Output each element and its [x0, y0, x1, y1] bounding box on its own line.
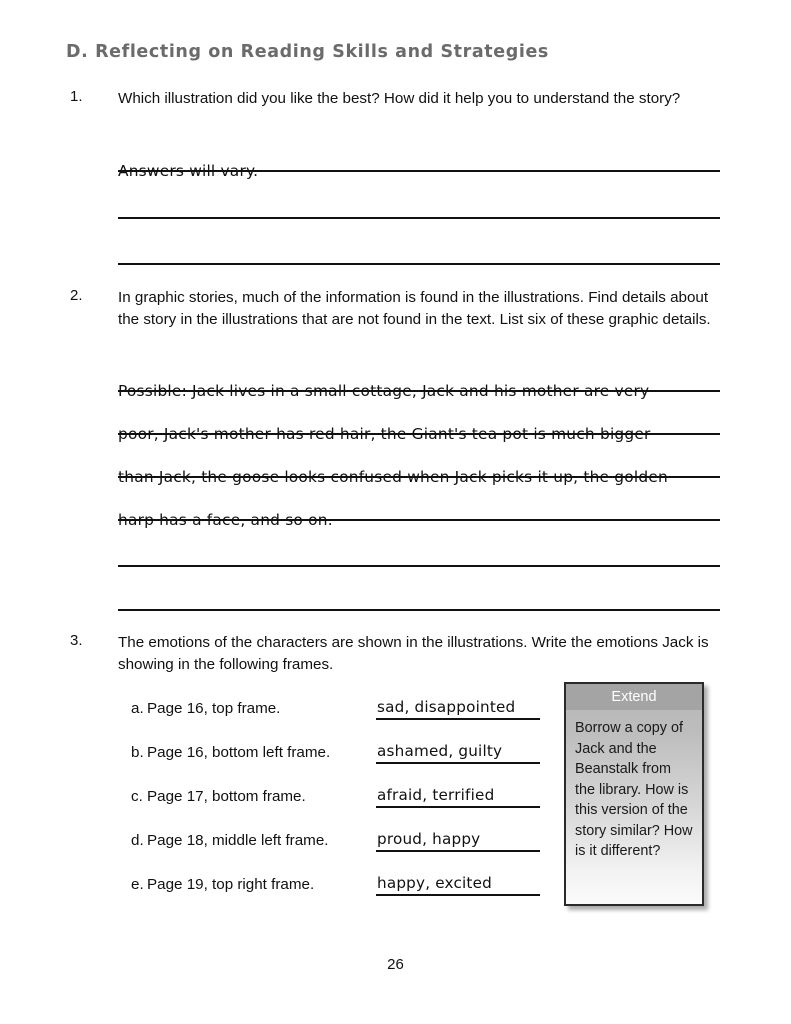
question-3-item-d-answer-line[interactable]: [376, 850, 540, 852]
question-2-answer-text-1[interactable]: Possible: Jack lives in a small cottage, Jack and his mother are very: [118, 382, 650, 400]
question-3-number: 3.: [70, 632, 83, 649]
question-2-answer-line-6[interactable]: [118, 609, 720, 611]
question-3-item-e-letter: e.: [131, 876, 144, 893]
question-1-answer-line-3[interactable]: [118, 263, 720, 265]
question-2-answer-line-1[interactable]: [118, 390, 720, 392]
question-2-answer-line-2[interactable]: [118, 433, 720, 435]
question-3-item-c-letter: c.: [131, 788, 143, 805]
question-3-item-e-prompt: Page 19, top right frame.: [147, 876, 315, 893]
question-2-answer-text-4[interactable]: harp has a face, and so on.: [118, 511, 333, 529]
question-3-item-d-letter: d.: [131, 832, 144, 849]
question-2-answer-line-4[interactable]: [118, 519, 720, 521]
question-3-item-b-letter: b.: [131, 744, 144, 761]
question-3-item-e-answer[interactable]: happy, excited: [377, 874, 492, 892]
question-3-item-c-answer[interactable]: afraid, terrified: [377, 786, 495, 804]
question-1-text: Which illustration did you like the best? How did it help you to understand the story?: [118, 90, 681, 107]
question-2-answer-text-2[interactable]: poor, Jack's mother has red hair, the Giant's tea pot is much bigger: [118, 425, 651, 443]
section-heading: D. Reflecting on Reading Skills and Strategies: [66, 42, 549, 62]
question-2-text: In graphic stories, much of the information is found in the illustrations. Find details about the story in the illustrations that are not found in the text. List six of these graphic details.: [118, 289, 711, 328]
question-3-item-a-prompt: Page 16, top frame.: [147, 700, 281, 717]
question-3-item-c-answer-line[interactable]: [376, 806, 540, 808]
question-2-answer-line-3[interactable]: [118, 476, 720, 478]
question-1-answer-line-2[interactable]: [118, 217, 720, 219]
question-2-answer-line-5[interactable]: [118, 565, 720, 567]
extend-box: [564, 682, 704, 906]
question-3-item-c-prompt: Page 17, bottom frame.: [147, 788, 306, 805]
question-3-item-a-answer-line[interactable]: [376, 718, 540, 720]
extend-box-title: Extend: [566, 684, 702, 710]
page-number: 26: [387, 956, 404, 973]
question-3-item-e-answer-line[interactable]: [376, 894, 540, 896]
question-3-item-b-prompt: Page 16, bottom left frame.: [147, 744, 331, 761]
question-3-item-a-letter: a.: [131, 700, 144, 717]
question-2-number: 2.: [70, 287, 83, 304]
question-3-text: The emotions of the characters are shown in the illustrations. Write the emotions Jack is showing in the following frames.: [118, 634, 709, 673]
question-3-item-d-answer[interactable]: proud, happy: [377, 830, 481, 848]
question-3-item-b-answer-line[interactable]: [376, 762, 540, 764]
question-1-number: 1.: [70, 88, 83, 105]
question-1-answer-text-1[interactable]: Answers will vary.: [118, 162, 259, 180]
question-3-item-d-prompt: Page 18, middle left frame.: [147, 832, 329, 849]
question-3-item-b-answer[interactable]: ashamed, guilty: [377, 742, 503, 760]
question-2-answer-text-3[interactable]: than Jack, the goose looks confused when Jack picks it up, the golden: [118, 468, 668, 486]
question-1-answer-line-1[interactable]: [118, 170, 720, 172]
extend-box-body: Borrow a copy of Jack and the Beanstalk from the library. How is this version of the story similar? How is it different?: [575, 720, 693, 859]
question-3-item-a-answer[interactable]: sad, disappointed: [377, 698, 516, 716]
